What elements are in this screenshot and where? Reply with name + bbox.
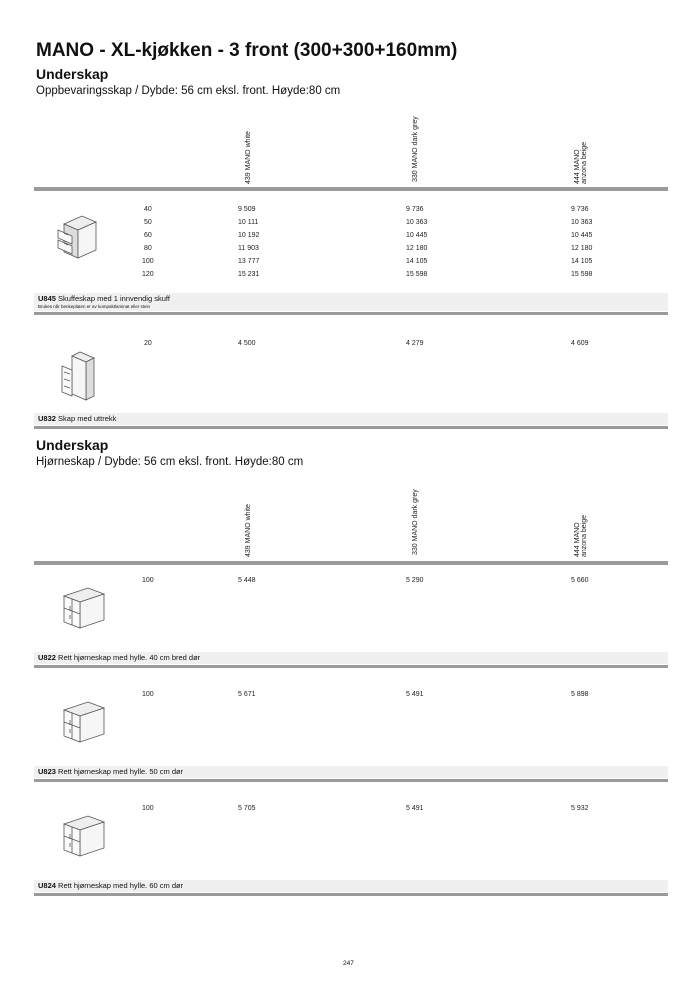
u845-row-2-width: 60 — [144, 232, 152, 239]
u845-row-5-price-beige: 15 598 — [571, 271, 593, 278]
corner-cabinet-icon — [58, 812, 108, 862]
u845-row-4-price-darkgrey: 14 105 — [406, 258, 428, 265]
u845-row-2-price-white: 10 192 — [238, 232, 260, 239]
u823-code: U823 — [38, 767, 56, 776]
drawer-cabinet-icon — [56, 212, 100, 260]
section2-heading: Underskap — [36, 437, 109, 453]
u824-price-beige: 5 932 — [571, 805, 589, 812]
product-block-u832 — [34, 330, 668, 430]
u822-width: 100 — [142, 577, 154, 584]
section2-col-beige: 444 MANO anzona beige — [574, 514, 588, 557]
u845-row-0-price-darkgrey: 9 736 — [406, 206, 424, 213]
u845-row-2-price-darkgrey: 10 445 — [406, 232, 428, 239]
u822-price-beige: 5 660 — [571, 577, 589, 584]
u845-row-0-price-beige: 9 736 — [571, 206, 589, 213]
product-block-u823 — [34, 686, 668, 784]
u845-caption — [34, 293, 668, 311]
u845-note: Brukes når benkeplaten er av kompaktlaminat eller stein — [38, 304, 151, 309]
section2-subtitle: Hjørneskap / Dybde: 56 cm eksl. front. Høyde:80 cm — [36, 456, 304, 468]
u845-row-5-width: 120 — [142, 271, 154, 278]
u845-row-4-width: 100 — [142, 258, 154, 265]
u823-price-white: 5 671 — [238, 691, 256, 698]
u845-row-3-price-darkgrey: 12 180 — [406, 245, 428, 252]
u832-width: 20 — [144, 340, 152, 347]
product-block-u822 — [34, 572, 668, 670]
u845-row-1-price-white: 10 111 — [238, 219, 259, 226]
u823-width: 100 — [142, 691, 154, 698]
u845-bottom-bar — [34, 312, 668, 315]
u824-caption — [34, 880, 668, 892]
u822-name: Rett hjørneskap med hylle. 40 cm bred dør — [58, 653, 201, 662]
section1-heading: Underskap — [36, 66, 109, 82]
u845-row-5-price-white: 15 231 — [238, 271, 260, 278]
u823-price-darkgrey: 5 491 — [406, 691, 424, 698]
u845-row-0-price-white: 9 509 — [238, 206, 256, 213]
u845-row-3-price-white: 11 903 — [238, 245, 259, 252]
section2-col-darkgrey: 330 MANO dark grey — [412, 489, 419, 555]
u823-caption — [34, 766, 668, 778]
u822-price-white: 5 448 — [238, 577, 256, 584]
u832-name: Skap med uttrekk — [58, 414, 117, 423]
u822-caption — [34, 652, 668, 664]
u832-bottom-bar — [34, 426, 668, 429]
u824-price-darkgrey: 5 491 — [406, 805, 424, 812]
u845-row-1-price-darkgrey: 10 363 — [406, 219, 428, 226]
u832-code: U832 — [38, 414, 56, 423]
u823-name: Rett hjørneskap med hylle. 50 cm dør — [58, 767, 184, 776]
u832-caption — [34, 413, 668, 425]
section1-subtitle: Oppbevaringsskap / Dybde: 56 cm eksl. front. Høyde:80 cm — [36, 85, 341, 97]
u845-name: Skuffeskap med 1 innvendig skuff — [58, 294, 170, 303]
u822-price-darkgrey: 5 290 — [406, 577, 424, 584]
u832-price-beige: 4 609 — [571, 340, 589, 347]
u824-price-white: 5 705 — [238, 805, 256, 812]
section1-col-darkgrey: 330 MANO dark grey — [412, 116, 419, 182]
u822-bottom-bar — [34, 665, 668, 668]
product-block-u824 — [34, 800, 668, 898]
u845-row-1-width: 50 — [144, 219, 152, 226]
u824-width: 100 — [142, 805, 154, 812]
corner-cabinet-icon — [58, 698, 108, 748]
pullout-cabinet-icon — [58, 346, 98, 406]
section2-header-bar — [34, 561, 668, 565]
section2-col-white: 439 MANO white — [245, 504, 252, 557]
section1-col-beige: 444 MANO anzona beige — [574, 141, 588, 184]
u845-row-5-price-darkgrey: 15 598 — [406, 271, 428, 278]
page-number: 247 — [343, 960, 354, 967]
u845-code: U845 — [38, 294, 56, 303]
product-block-u845 — [34, 200, 668, 318]
corner-cabinet-icon — [58, 584, 108, 634]
u845-row-3-width: 80 — [144, 245, 152, 252]
u823-price-beige: 5 898 — [571, 691, 589, 698]
page-title: MANO - XL-kjøkken - 3 front (300+300+160mm) — [36, 40, 458, 61]
section1-header-bar — [34, 187, 668, 191]
section1-col-white: 439 MANO white — [245, 131, 252, 184]
u845-row-1-price-beige: 10 363 — [571, 219, 593, 226]
u845-row-2-price-beige: 10 445 — [571, 232, 593, 239]
u832-price-white: 4 500 — [238, 340, 256, 347]
u845-row-4-price-beige: 14 105 — [571, 258, 593, 265]
u832-price-darkgrey: 4 279 — [406, 340, 424, 347]
u845-row-3-price-beige: 12 180 — [571, 245, 593, 252]
u824-bottom-bar — [34, 893, 668, 896]
u822-code: U822 — [38, 653, 56, 662]
u824-code: U824 — [38, 881, 56, 890]
u845-row-4-price-white: 13 777 — [238, 258, 260, 265]
u824-name: Rett hjørneskap med hylle. 60 cm dør — [58, 881, 184, 890]
u823-bottom-bar — [34, 779, 668, 782]
u845-row-0-width: 40 — [144, 206, 152, 213]
